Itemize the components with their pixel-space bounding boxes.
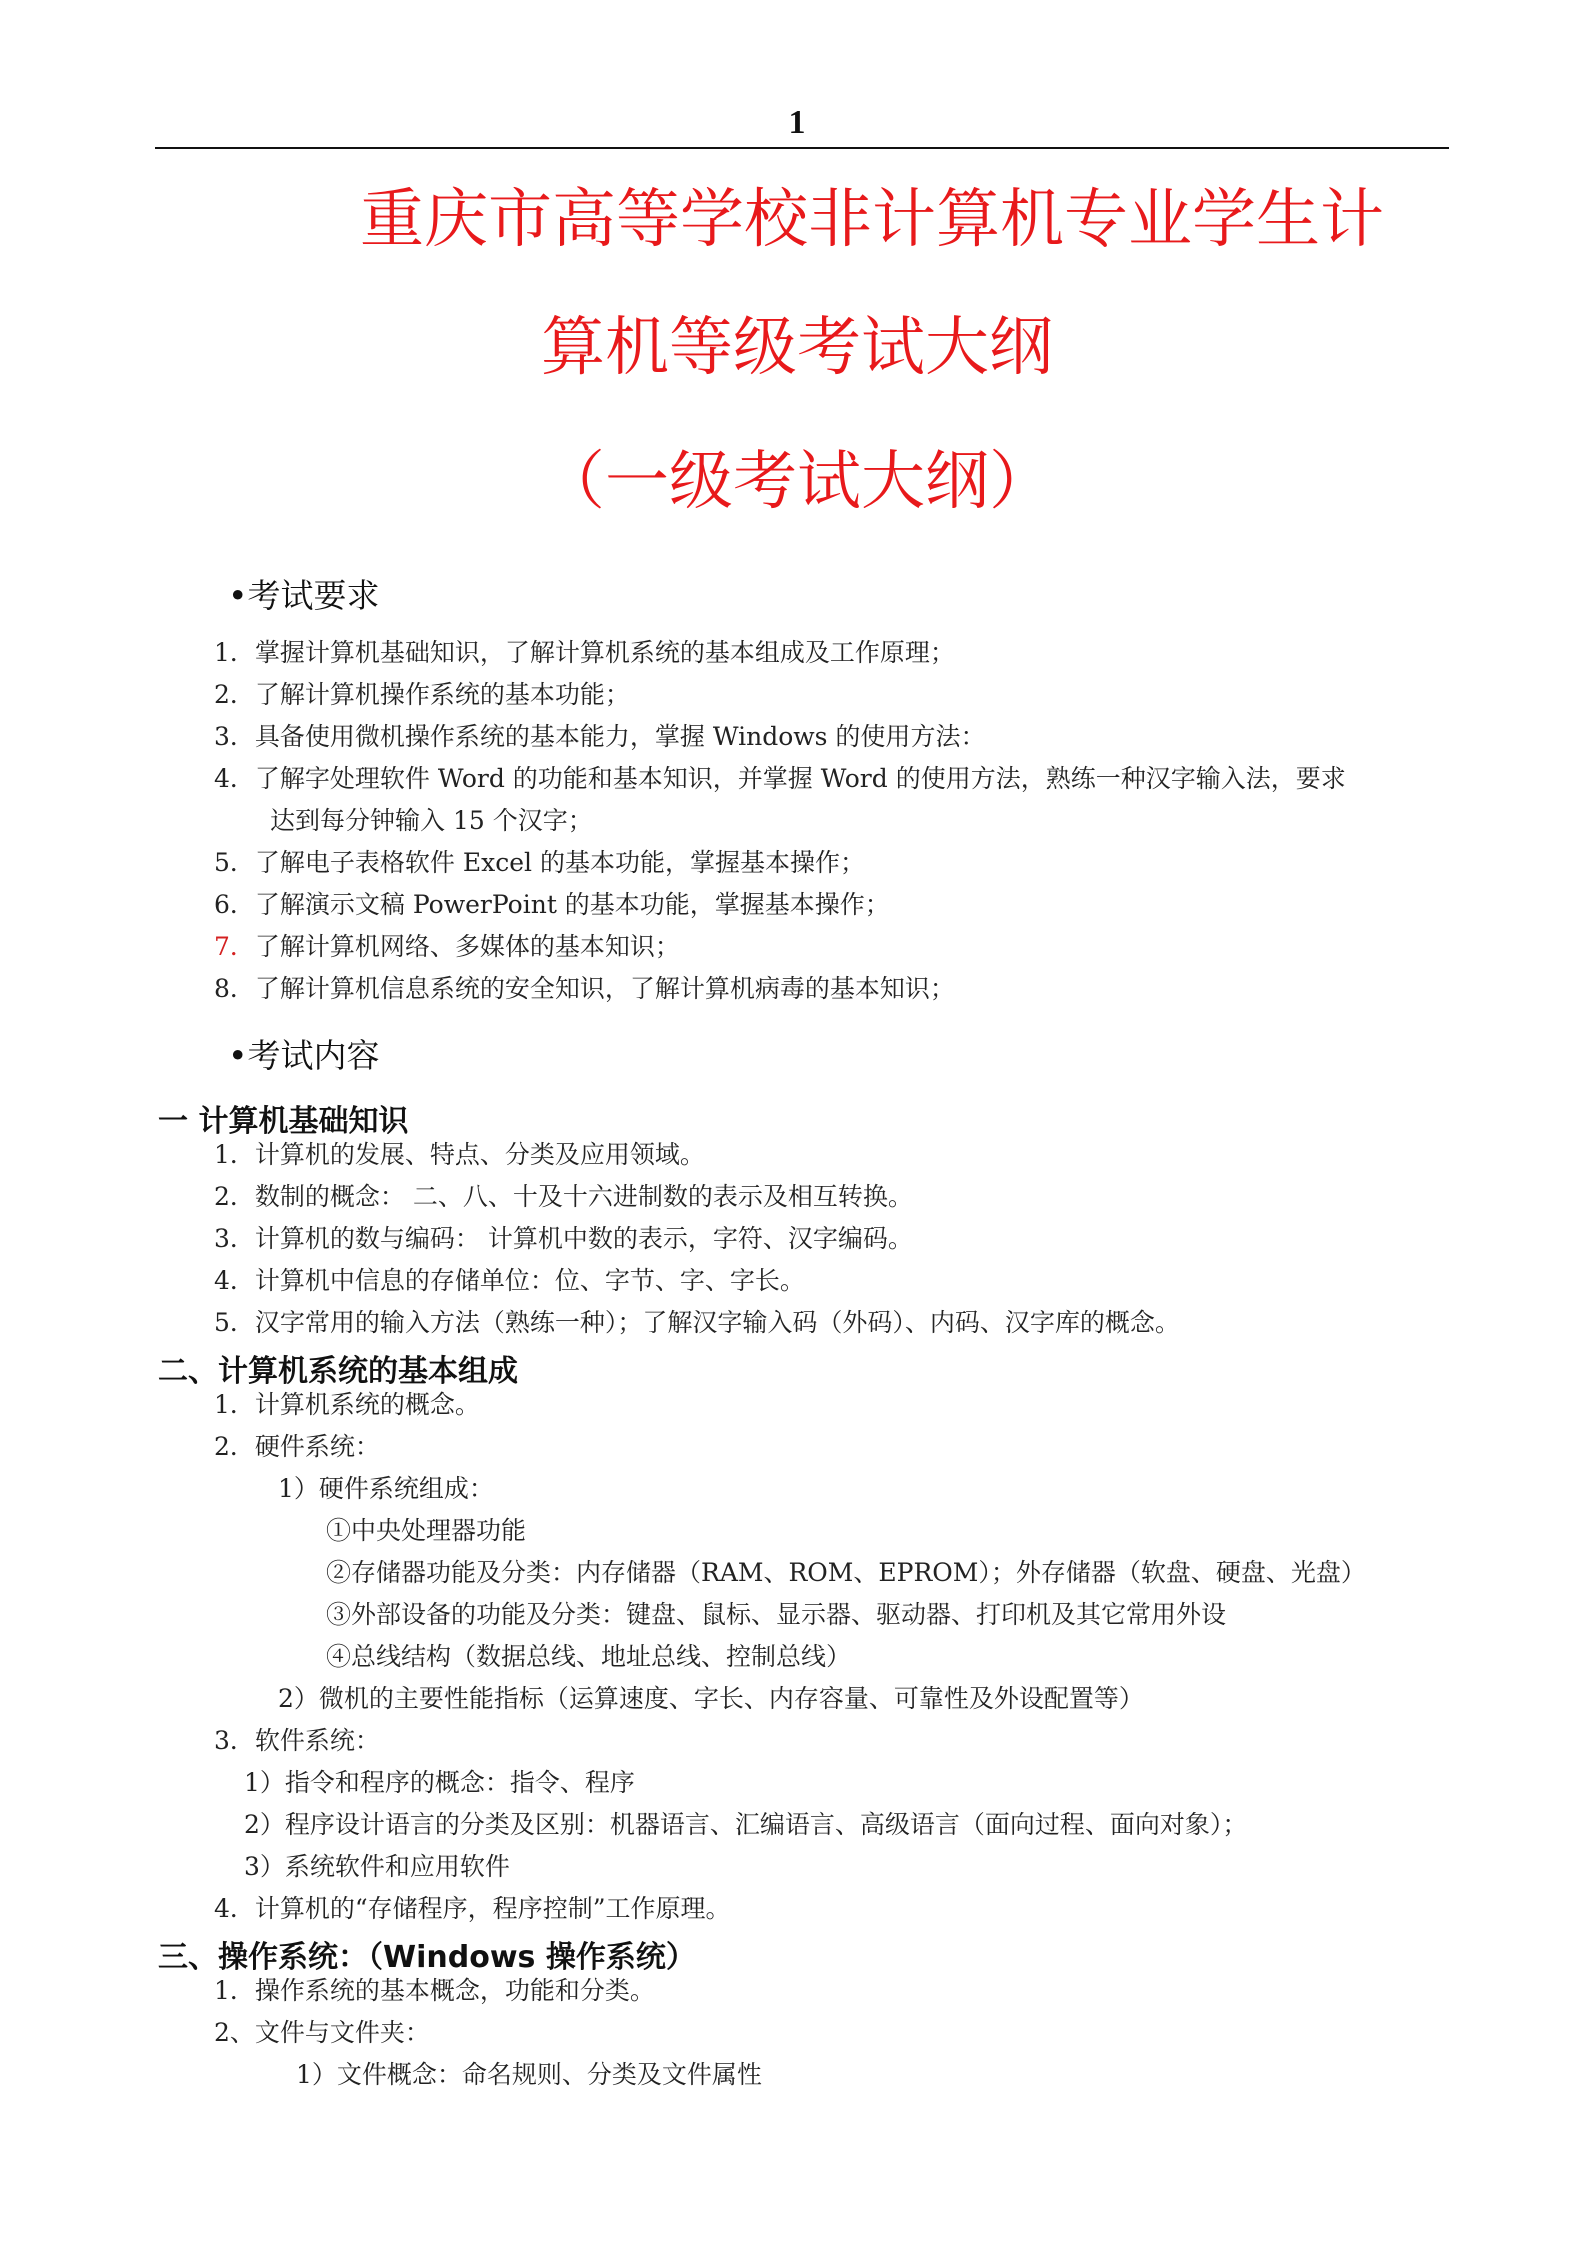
- list-item: 1．计算机的发展、特点、分类及应用领域。: [214, 1140, 705, 1169]
- page-number: 1: [788, 104, 806, 141]
- list-item: 5．了解电子表格软件 Excel 的基本功能，掌握基本操作；: [214, 848, 865, 877]
- list-item: 2）程序设计语言的分类及区别：机器语言、汇编语言、高级语言（面向过程、面向对象）；: [244, 1810, 1248, 1839]
- list-item: 8．了解计算机信息系统的安全知识，了解计算机病毒的基本知识；: [214, 974, 955, 1003]
- title-line-3: （一级考试大纲）: [541, 445, 1053, 519]
- list-item: 3．计算机的数与编码： 计算机中数的表示，字符、汉字编码。: [214, 1224, 913, 1253]
- section-heading-content: •考试内容: [228, 1036, 380, 1075]
- item-text: 了解计算机网络、多媒体的基本知识；: [254, 932, 680, 961]
- list-item: 1．计算机系统的概念。: [214, 1390, 480, 1419]
- title-line-2: 算机等级考试大纲: [541, 311, 1053, 385]
- chapter-1-title: 一 计算机基础知识: [158, 1104, 409, 1139]
- list-item: ③外部设备的功能及分类：键盘、鼠标、显示器、驱动器、打印机及其它常用外设: [326, 1600, 1227, 1629]
- title-line-1: 重庆市高等学校非计算机专业学生计: [360, 183, 1384, 257]
- list-item: ④总线结构（数据总线、地址总线、控制总线）: [326, 1642, 852, 1671]
- list-item: 2．数制的概念： 二、八、十及十六进制数的表示及相互转换。: [214, 1182, 913, 1211]
- list-item: 2、文件与文件夹：: [214, 2018, 430, 2047]
- header-rule: [155, 147, 1449, 149]
- list-item: ②存储器功能及分类：内存储器（RAM、ROM、EPROM）；外存储器（软盘、硬盘、光盘）: [326, 1558, 1366, 1587]
- list-item: 4．计算机中信息的存储单位：位、字节、字、字长。: [214, 1266, 805, 1295]
- list-item: 3）系统软件和应用软件: [244, 1852, 510, 1881]
- list-item: 2．硬件系统：: [214, 1432, 380, 1461]
- item-number: 7．: [214, 932, 255, 961]
- list-item: 4．了解字处理软件 Word 的功能和基本知识，并掌握 Word 的使用方法，熟练一种汉字输入法，要求: [214, 764, 1346, 793]
- list-item: 5．汉字常用的输入方法（熟练一种）；了解汉字输入码（外码）、内码、汉字库的概念。: [214, 1308, 1180, 1337]
- list-item: 1）硬件系统组成：: [278, 1474, 494, 1503]
- list-item: ①中央处理器功能: [326, 1516, 527, 1545]
- list-item: [214, 934, 680, 959]
- list-item: 2）微机的主要性能指标（运算速度、字长、内存容量、可靠性及外设配置等）: [278, 1684, 1144, 1713]
- list-item: 1．操作系统的基本概念，功能和分类。: [214, 1976, 655, 2005]
- list-item: 4．计算机的“存储程序，程序控制”工作原理。: [214, 1894, 731, 1923]
- list-item: 1）指令和程序的概念：指令、程序: [244, 1768, 635, 1797]
- chapter-3-title: 三、操作系统：（Windows 操作系统）: [158, 1940, 696, 1975]
- list-item: 3．具备使用微机操作系统的基本能力，掌握 Windows 的使用方法：: [214, 722, 986, 751]
- list-item: 3．软件系统：: [214, 1726, 380, 1755]
- list-item: 2．了解计算机操作系统的基本功能；: [214, 680, 630, 709]
- list-item: 6．了解演示文稿 PowerPoint 的基本功能，掌握基本操作；: [214, 890, 890, 919]
- list-item: 1．掌握计算机基础知识，了解计算机系统的基本组成及工作原理；: [214, 638, 955, 667]
- list-item-continuation: 达到每分钟输入 15 个汉字；: [270, 806, 593, 835]
- section-heading-requirements: •考试要求: [228, 576, 380, 615]
- chapter-2-title: 二、计算机系统的基本组成: [158, 1354, 518, 1389]
- list-item: 1）文件概念：命名规则、分类及文件属性: [296, 2060, 762, 2089]
